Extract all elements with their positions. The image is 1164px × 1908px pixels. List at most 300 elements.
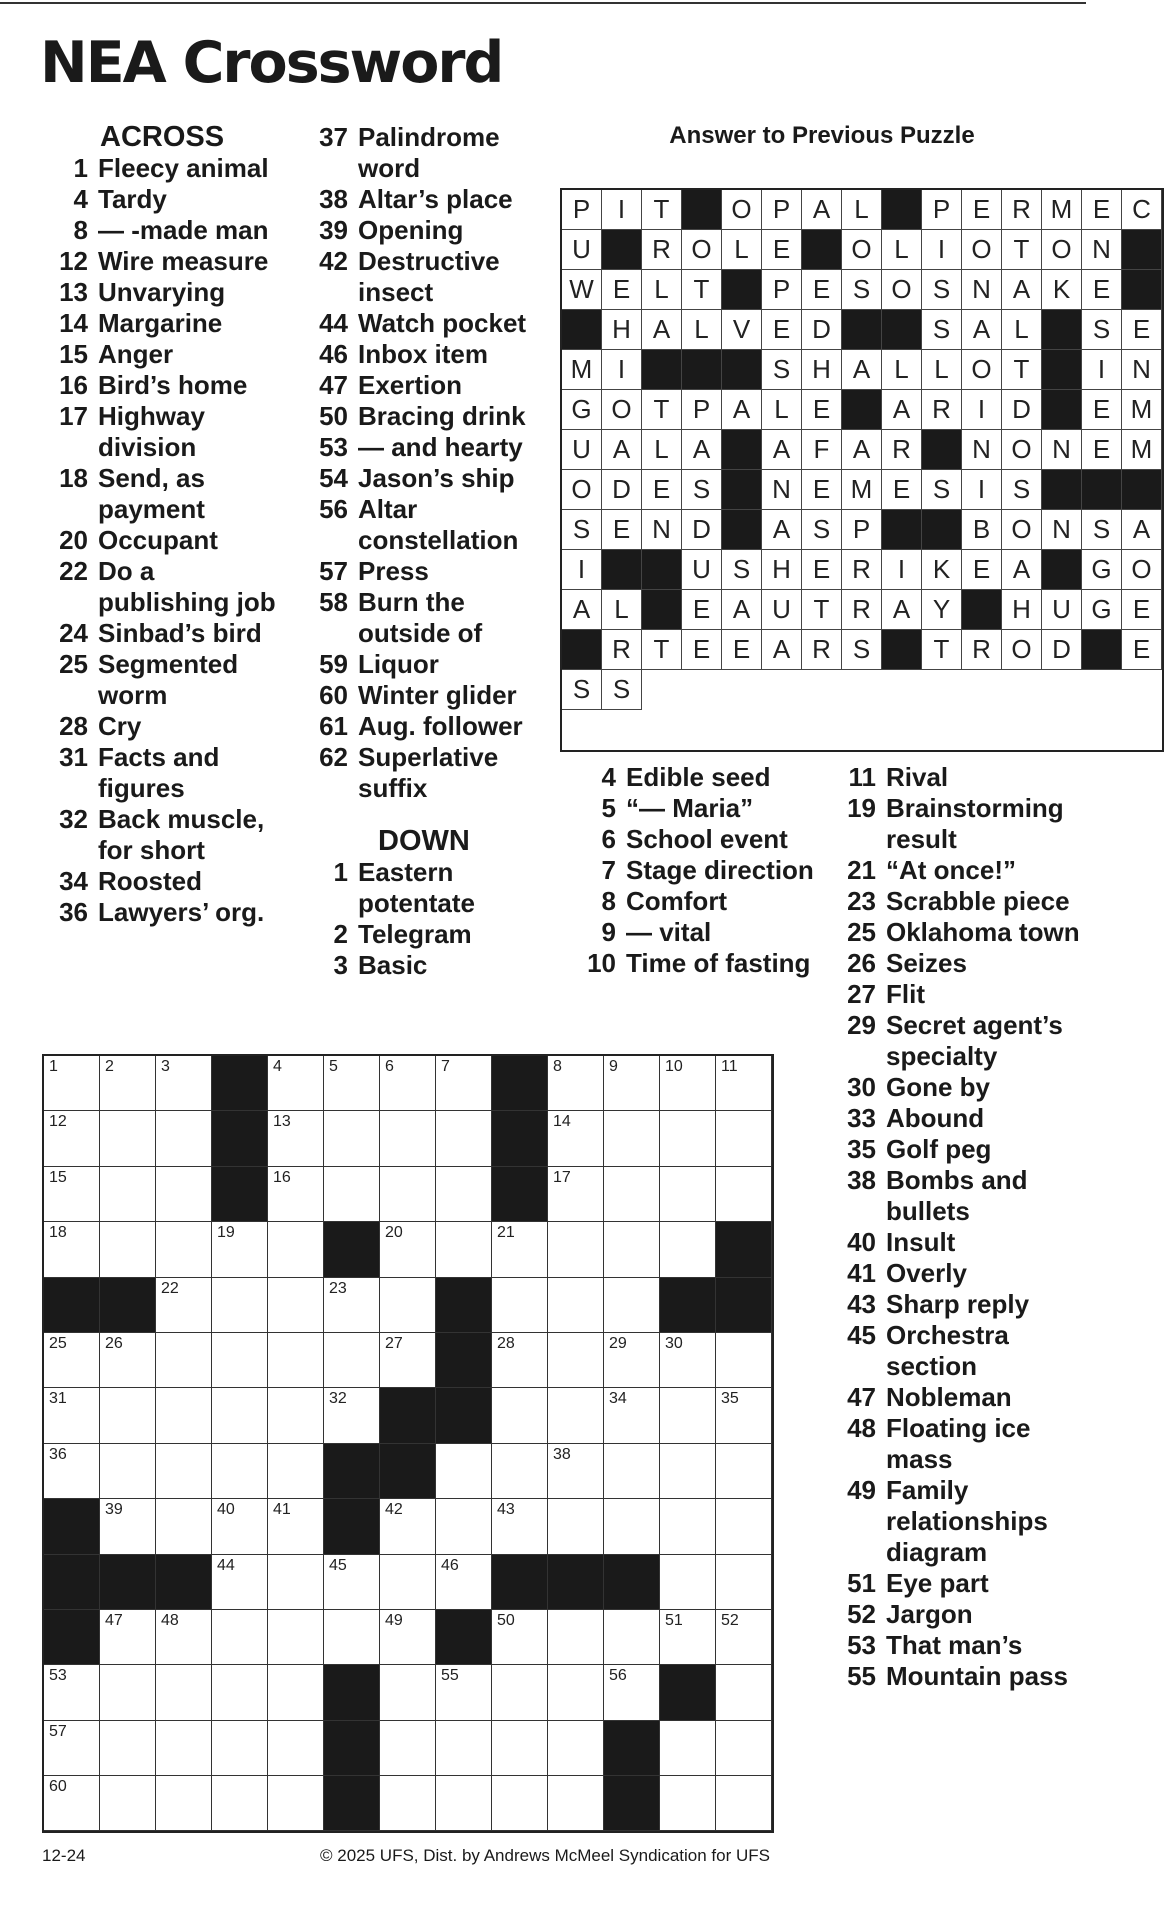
puzzle-cell[interactable] xyxy=(492,1222,548,1277)
clue-number: 38 xyxy=(847,1165,876,1195)
clue-text: Edible seed xyxy=(626,762,771,792)
answer-letter-cell: K xyxy=(922,550,962,590)
puzzle-cell[interactable] xyxy=(380,1499,436,1554)
puzzle-cell[interactable] xyxy=(660,1610,716,1665)
cell-number: 46 xyxy=(441,1556,459,1574)
puzzle-cell[interactable] xyxy=(44,1776,100,1831)
cell-number: 27 xyxy=(385,1334,403,1352)
clue-number: 58 xyxy=(319,587,348,617)
clue-across-28 xyxy=(50,711,290,742)
answer-letter-cell: E xyxy=(882,470,922,510)
puzzle-cell[interactable] xyxy=(604,1056,660,1111)
puzzle-cell[interactable] xyxy=(604,1499,660,1554)
answer-letter-cell: K xyxy=(1042,270,1082,310)
black-square xyxy=(604,1776,660,1831)
puzzle-cell[interactable] xyxy=(324,1388,380,1443)
puzzle-cell[interactable] xyxy=(660,1499,716,1554)
puzzle-cell[interactable] xyxy=(660,1388,716,1443)
answer-letter-cell: E xyxy=(802,270,842,310)
puzzle-cell[interactable] xyxy=(212,1388,268,1443)
puzzle-cell[interactable] xyxy=(324,1111,380,1166)
answer-letter-cell: A xyxy=(722,590,762,630)
black-square xyxy=(436,1610,492,1665)
puzzle-cell[interactable] xyxy=(156,1333,212,1388)
puzzle-cell[interactable] xyxy=(548,1222,604,1277)
puzzle-cell[interactable] xyxy=(492,1388,548,1443)
puzzle-cell[interactable] xyxy=(380,1610,436,1665)
clue-across-53 xyxy=(310,432,550,463)
clue-across-1 xyxy=(50,153,290,184)
clue-text: Insult xyxy=(886,1227,956,1257)
answer-letter-cell: E xyxy=(1082,270,1122,310)
puzzle-cell[interactable] xyxy=(716,1444,772,1499)
clue-down-48 xyxy=(838,1413,1088,1475)
puzzle-cell[interactable] xyxy=(100,1499,156,1554)
answer-letter-cell: L xyxy=(682,310,722,350)
puzzle-cell[interactable] xyxy=(548,1388,604,1443)
puzzle-cell[interactable] xyxy=(660,1333,716,1388)
puzzle-cell[interactable] xyxy=(44,1167,100,1222)
answer-letter-cell: A xyxy=(1002,550,1042,590)
clue-across-57 xyxy=(310,556,550,587)
answer-letter-cell: D xyxy=(1002,390,1042,430)
clue-text: Family relationships diagram xyxy=(886,1475,1048,1567)
answer-letter-cell: S xyxy=(562,510,602,550)
puzzle-cell[interactable] xyxy=(548,1111,604,1166)
puzzle-cell[interactable] xyxy=(156,1278,212,1333)
answer-letter-cell: L xyxy=(1002,310,1042,350)
puzzle-cell[interactable] xyxy=(660,1222,716,1277)
answer-letter-cell: E xyxy=(962,190,1002,230)
puzzle-cell[interactable] xyxy=(44,1721,100,1776)
clue-text: Seizes xyxy=(886,948,967,978)
answer-letter-cell: T xyxy=(642,390,682,430)
clue-number: 17 xyxy=(59,401,88,431)
puzzle-cell[interactable] xyxy=(100,1111,156,1166)
answer-letter-cell: R xyxy=(642,230,682,270)
clue-text: Lawyers’ org. xyxy=(98,897,265,927)
black-square xyxy=(212,1111,268,1166)
answer-letter-cell: N xyxy=(1042,430,1082,470)
puzzle-cell[interactable] xyxy=(100,1665,156,1720)
answer-letter-cell: E xyxy=(1122,630,1162,670)
clue-number: 54 xyxy=(319,463,348,493)
clue-across-18 xyxy=(50,463,290,525)
clue-text: Golf peg xyxy=(886,1134,992,1164)
puzzle-cell[interactable] xyxy=(100,1776,156,1831)
answer-letter-cell: S xyxy=(842,270,882,310)
puzzle-cell[interactable] xyxy=(212,1499,268,1554)
across-column-1 xyxy=(50,122,290,928)
answer-letter-cell: L xyxy=(882,230,922,270)
clue-number: 43 xyxy=(847,1289,876,1319)
clue-across-34 xyxy=(50,866,290,897)
clue-across-32 xyxy=(50,804,290,866)
puzzle-cell[interactable] xyxy=(492,1665,548,1720)
answer-letter-cell: I xyxy=(962,390,1002,430)
answer-black-square xyxy=(562,310,602,350)
puzzle-cell[interactable] xyxy=(44,1665,100,1720)
puzzle-cell[interactable] xyxy=(156,1388,212,1443)
puzzle-cell[interactable] xyxy=(716,1555,772,1610)
cell-number: 5 xyxy=(329,1058,338,1075)
puzzle-cell[interactable] xyxy=(716,1776,772,1831)
puzzle-cell[interactable] xyxy=(716,1167,772,1222)
puzzle-cell[interactable] xyxy=(436,1721,492,1776)
cell-number: 3 xyxy=(161,1058,170,1075)
puzzle-cell[interactable] xyxy=(436,1499,492,1554)
clue-number: 30 xyxy=(847,1072,876,1102)
puzzle-cell[interactable] xyxy=(548,1499,604,1554)
clue-number: 42 xyxy=(319,246,348,276)
puzzle-cell[interactable] xyxy=(492,1721,548,1776)
puzzle-cell[interactable] xyxy=(380,1278,436,1333)
puzzle-cell[interactable] xyxy=(100,1222,156,1277)
cell-number: 14 xyxy=(553,1113,571,1131)
puzzle-cell[interactable] xyxy=(324,1056,380,1111)
answer-letter-cell: H xyxy=(802,350,842,390)
puzzle-cell[interactable] xyxy=(436,1222,492,1277)
puzzle-cell[interactable] xyxy=(212,1222,268,1277)
clue-number: 7 xyxy=(601,855,616,885)
puzzle-cell[interactable] xyxy=(324,1610,380,1665)
answer-black-square xyxy=(842,310,882,350)
puzzle-cell[interactable] xyxy=(324,1555,380,1610)
puzzle-cell[interactable] xyxy=(604,1665,660,1720)
answer-letter-cell: A xyxy=(882,590,922,630)
puzzle-cell[interactable] xyxy=(268,1776,324,1831)
clue-text: Bombs and bullets xyxy=(886,1165,1028,1226)
black-square xyxy=(436,1388,492,1443)
puzzle-cell[interactable] xyxy=(44,1388,100,1443)
clue-down-33 xyxy=(838,1103,1088,1134)
puzzle-cell[interactable] xyxy=(44,1056,100,1111)
puzzle-cell[interactable] xyxy=(100,1333,156,1388)
answer-letter-cell: P xyxy=(562,190,602,230)
puzzle-cell[interactable] xyxy=(436,1056,492,1111)
puzzle-cell[interactable] xyxy=(324,1278,380,1333)
clue-text: “At once!” xyxy=(886,855,1016,885)
puzzle-cell[interactable] xyxy=(548,1333,604,1388)
puzzle-cell[interactable] xyxy=(492,1444,548,1499)
puzzle-cell[interactable] xyxy=(548,1278,604,1333)
puzzle-cell[interactable] xyxy=(604,1388,660,1443)
puzzle-cell[interactable] xyxy=(268,1444,324,1499)
cell-number: 7 xyxy=(441,1058,450,1075)
puzzle-cell[interactable] xyxy=(660,1444,716,1499)
puzzle-cell[interactable] xyxy=(268,1222,324,1277)
cell-number: 53 xyxy=(49,1667,67,1685)
black-square xyxy=(324,1499,380,1554)
answer-letter-cell: B xyxy=(962,510,1002,550)
puzzle-cell[interactable] xyxy=(436,1665,492,1720)
clue-text: Highway division xyxy=(98,401,205,462)
answer-letter-cell: A xyxy=(722,390,762,430)
answer-letter-cell: L xyxy=(642,270,682,310)
puzzle-cell[interactable] xyxy=(548,1776,604,1831)
answer-letter-cell: A xyxy=(842,430,882,470)
puzzle-cell[interactable] xyxy=(156,1665,212,1720)
puzzle-cell[interactable] xyxy=(268,1610,324,1665)
puzzle-cell[interactable] xyxy=(268,1555,324,1610)
down-column-3 xyxy=(838,762,1088,1692)
clue-text: Brainstorming result xyxy=(886,793,1064,854)
puzzle-cell[interactable] xyxy=(156,1721,212,1776)
answer-letter-cell: A xyxy=(682,430,722,470)
answer-black-square xyxy=(722,430,762,470)
puzzle-cell[interactable] xyxy=(492,1499,548,1554)
clue-number: 59 xyxy=(319,649,348,679)
black-square xyxy=(492,1555,548,1610)
clue-down-53 xyxy=(838,1630,1088,1661)
puzzle-cell[interactable] xyxy=(660,1721,716,1776)
answer-letter-cell: T xyxy=(682,270,722,310)
puzzle-cell[interactable] xyxy=(604,1333,660,1388)
puzzle-cell[interactable] xyxy=(100,1167,156,1222)
answer-letter-cell: E xyxy=(1082,390,1122,430)
clue-text: Winter glider xyxy=(358,680,517,710)
puzzle-cell[interactable] xyxy=(716,1610,772,1665)
puzzle-cell[interactable] xyxy=(604,1444,660,1499)
clue-number: 4 xyxy=(601,762,616,792)
puzzle-cell[interactable] xyxy=(492,1776,548,1831)
clue-across-17 xyxy=(50,401,290,463)
puzzle-cell[interactable] xyxy=(212,1278,268,1333)
answer-letter-cell: R xyxy=(1002,190,1042,230)
puzzle-cell[interactable] xyxy=(380,1776,436,1831)
puzzle-cell[interactable] xyxy=(380,1721,436,1776)
puzzle-cell[interactable] xyxy=(268,1665,324,1720)
answer-black-square xyxy=(1042,470,1082,510)
answer-black-square xyxy=(642,590,682,630)
clue-down-43 xyxy=(838,1289,1088,1320)
answer-letter-cell: E xyxy=(722,630,762,670)
answer-letter-cell: O xyxy=(562,470,602,510)
clue-across-13 xyxy=(50,277,290,308)
answer-black-square xyxy=(1042,550,1082,590)
black-square xyxy=(380,1388,436,1443)
clue-across-4 xyxy=(50,184,290,215)
puzzle-cell[interactable] xyxy=(492,1610,548,1665)
black-square xyxy=(324,1444,380,1499)
puzzle-cell[interactable] xyxy=(324,1333,380,1388)
black-square xyxy=(212,1056,268,1111)
puzzle-cell[interactable] xyxy=(548,1610,604,1665)
puzzle-cell[interactable] xyxy=(212,1665,268,1720)
puzzle-cell[interactable] xyxy=(548,1444,604,1499)
answer-letter-cell: S xyxy=(1082,310,1122,350)
puzzle-cell[interactable] xyxy=(100,1056,156,1111)
puzzle-cell[interactable] xyxy=(660,1056,716,1111)
answer-black-square xyxy=(1122,230,1162,270)
clue-across-46 xyxy=(310,339,550,370)
puzzle-cell[interactable] xyxy=(492,1333,548,1388)
clue-down-4 xyxy=(578,762,818,793)
cell-number: 31 xyxy=(49,1390,67,1408)
clue-across-62 xyxy=(310,742,550,804)
puzzle-cell[interactable] xyxy=(660,1555,716,1610)
page-title: NEA Crossword xyxy=(40,30,503,96)
puzzle-cell[interactable] xyxy=(436,1444,492,1499)
puzzle-cell[interactable] xyxy=(548,1665,604,1720)
puzzle-cell[interactable] xyxy=(268,1721,324,1776)
clue-across-61 xyxy=(310,711,550,742)
clue-number: 50 xyxy=(319,401,348,431)
puzzle-cell[interactable] xyxy=(100,1721,156,1776)
clue-number: 8 xyxy=(73,215,88,245)
puzzle-cell[interactable] xyxy=(268,1167,324,1222)
puzzle-cell[interactable] xyxy=(716,1665,772,1720)
answer-black-square xyxy=(642,550,682,590)
puzzle-cell[interactable] xyxy=(604,1222,660,1277)
clue-number: 22 xyxy=(59,556,88,586)
cell-number: 51 xyxy=(665,1611,683,1629)
puzzle-cell[interactable] xyxy=(492,1278,548,1333)
puzzle-cell[interactable] xyxy=(44,1111,100,1166)
cell-number: 30 xyxy=(665,1334,683,1352)
answer-letter-cell: A xyxy=(762,430,802,470)
black-square xyxy=(212,1167,268,1222)
clue-text: Abound xyxy=(886,1103,985,1133)
black-square xyxy=(324,1721,380,1776)
answer-letter-cell: P xyxy=(682,390,722,430)
puzzle-cell[interactable] xyxy=(716,1111,772,1166)
puzzle-cell[interactable] xyxy=(156,1610,212,1665)
clue-down-26 xyxy=(838,948,1088,979)
puzzle-cell[interactable] xyxy=(716,1721,772,1776)
puzzle-cell[interactable] xyxy=(212,1333,268,1388)
puzzle-cell[interactable] xyxy=(268,1111,324,1166)
puzzle-cell[interactable] xyxy=(380,1167,436,1222)
puzzle-cell[interactable] xyxy=(268,1333,324,1388)
puzzle-cell[interactable] xyxy=(436,1776,492,1831)
answer-letter-cell: A xyxy=(762,510,802,550)
answer-letter-cell: E xyxy=(962,550,1002,590)
puzzle-cell[interactable] xyxy=(380,1111,436,1166)
puzzle-cell[interactable] xyxy=(268,1499,324,1554)
clue-down-23 xyxy=(838,886,1088,917)
black-square xyxy=(324,1776,380,1831)
puzzle-cell[interactable] xyxy=(548,1167,604,1222)
puzzle-cell[interactable] xyxy=(268,1388,324,1443)
puzzle-cell[interactable] xyxy=(436,1111,492,1166)
clue-text: Press xyxy=(358,556,429,586)
clue-number: 31 xyxy=(59,742,88,772)
puzzle-cell[interactable] xyxy=(156,1056,212,1111)
puzzle-cell[interactable] xyxy=(44,1222,100,1277)
puzzle-cell[interactable] xyxy=(212,1555,268,1610)
puzzle-cell[interactable] xyxy=(156,1444,212,1499)
puzzle-cell[interactable] xyxy=(716,1499,772,1554)
clue-text: Bird’s home xyxy=(98,370,248,400)
puzzle-cell[interactable] xyxy=(324,1167,380,1222)
cell-number: 48 xyxy=(161,1611,179,1629)
clue-number: 19 xyxy=(847,793,876,823)
puzzle-cell[interactable] xyxy=(100,1610,156,1665)
puzzle-cell[interactable] xyxy=(548,1721,604,1776)
puzzle-cell[interactable] xyxy=(156,1776,212,1831)
puzzle-cell[interactable] xyxy=(156,1111,212,1166)
puzzle-cell[interactable] xyxy=(716,1333,772,1388)
puzzle-cell[interactable] xyxy=(212,1776,268,1831)
answer-letter-cell: L xyxy=(922,350,962,390)
black-square xyxy=(604,1721,660,1776)
puzzle-cell[interactable] xyxy=(156,1222,212,1277)
answer-letter-cell: A xyxy=(1002,270,1042,310)
cell-number: 57 xyxy=(49,1722,67,1740)
answer-letter-cell: A xyxy=(642,310,682,350)
puzzle-cell[interactable] xyxy=(380,1665,436,1720)
puzzle-cell[interactable] xyxy=(156,1167,212,1222)
puzzle-cell[interactable] xyxy=(436,1167,492,1222)
puzzle-cell[interactable] xyxy=(156,1499,212,1554)
clue-text: Exertion xyxy=(358,370,463,400)
puzzle-cell[interactable] xyxy=(268,1278,324,1333)
clue-number: 1 xyxy=(73,153,88,183)
puzzle-cell[interactable] xyxy=(380,1555,436,1610)
answer-black-square xyxy=(562,630,602,670)
puzzle-cell[interactable] xyxy=(436,1555,492,1610)
clue-number: 16 xyxy=(59,370,88,400)
puzzle-cell[interactable] xyxy=(660,1776,716,1831)
cell-number: 2 xyxy=(105,1058,114,1075)
puzzle-cell[interactable] xyxy=(604,1167,660,1222)
clue-text: — -made man xyxy=(98,215,269,245)
puzzle-cell[interactable] xyxy=(660,1167,716,1222)
puzzle-cell[interactable] xyxy=(604,1278,660,1333)
puzzle-cell[interactable] xyxy=(604,1610,660,1665)
clue-across-38 xyxy=(310,184,550,215)
answer-letter-cell: L xyxy=(882,350,922,390)
clue-text: Eastern potentate xyxy=(358,857,475,918)
puzzle-cell[interactable] xyxy=(716,1056,772,1111)
cell-number: 44 xyxy=(217,1556,235,1574)
puzzle-cell[interactable] xyxy=(268,1056,324,1111)
puzzle-cell[interactable] xyxy=(212,1721,268,1776)
puzzle-cell[interactable] xyxy=(380,1056,436,1111)
puzzle-cell[interactable] xyxy=(44,1444,100,1499)
answer-black-square xyxy=(1122,270,1162,310)
puzzle-cell[interactable] xyxy=(660,1111,716,1166)
clue-text: Unvarying xyxy=(98,277,226,307)
clue-text: Sinbad’s bird xyxy=(98,618,262,648)
puzzle-cell[interactable] xyxy=(44,1333,100,1388)
answer-letter-cell: S xyxy=(602,670,642,710)
puzzle-cell[interactable] xyxy=(212,1610,268,1665)
clue-number: 61 xyxy=(319,711,348,741)
puzzle-cell[interactable] xyxy=(380,1333,436,1388)
puzzle-cell[interactable] xyxy=(604,1111,660,1166)
clue-number: 36 xyxy=(59,897,88,927)
answer-letter-cell: I xyxy=(1082,350,1122,390)
answer-letter-cell: O xyxy=(962,350,1002,390)
puzzle-cell[interactable] xyxy=(548,1056,604,1111)
puzzle-cell[interactable] xyxy=(716,1388,772,1443)
clue-number: 3 xyxy=(333,950,348,980)
puzzle-cell[interactable] xyxy=(380,1222,436,1277)
answer-letter-cell: T xyxy=(642,190,682,230)
puzzle-cell[interactable] xyxy=(100,1444,156,1499)
black-square xyxy=(44,1499,100,1554)
clue-number: 38 xyxy=(319,184,348,214)
puzzle-cell[interactable] xyxy=(212,1444,268,1499)
black-square xyxy=(156,1555,212,1610)
answer-letter-cell: L xyxy=(762,390,802,430)
puzzle-cell[interactable] xyxy=(100,1388,156,1443)
clue-across-60 xyxy=(310,680,550,711)
answer-letter-cell: S xyxy=(842,630,882,670)
answer-letter-cell: E xyxy=(602,270,642,310)
